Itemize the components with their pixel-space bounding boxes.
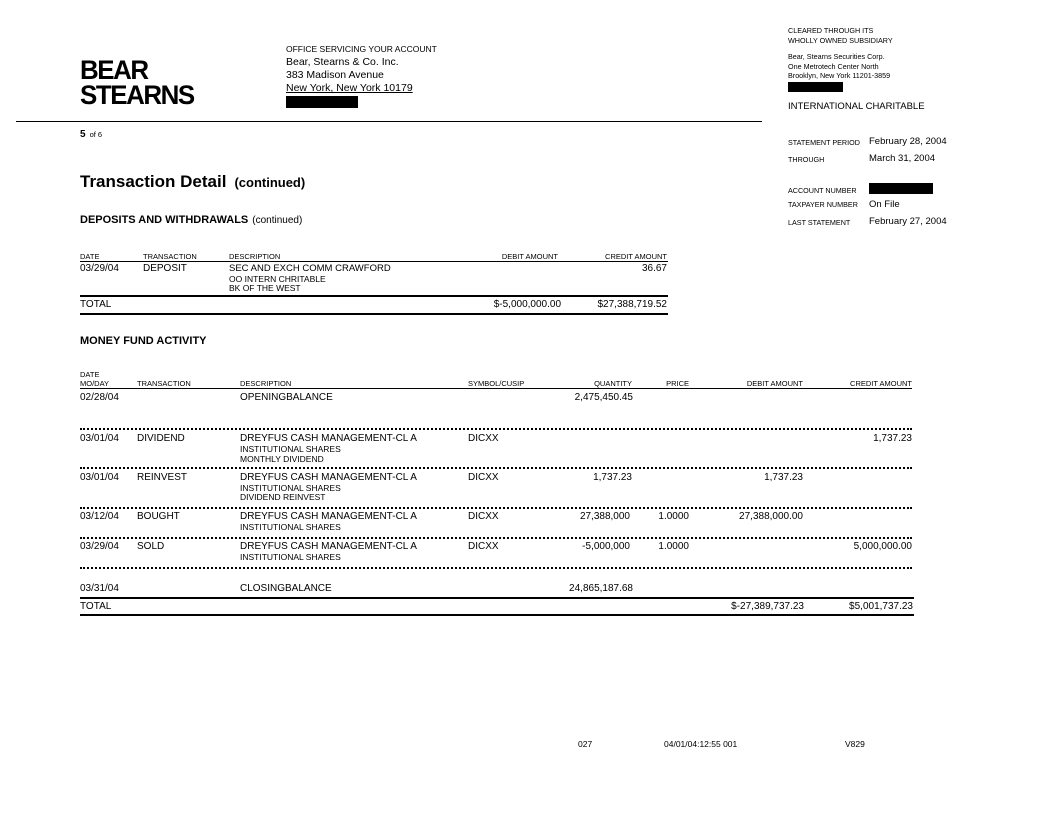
dep-row-transaction: DEPOSIT [143, 263, 187, 274]
dep-row-date: 03/29/04 [80, 263, 119, 274]
footer-code-1: 027 [578, 739, 593, 749]
mf-row-2-quantity: 1,737.23 [593, 472, 632, 483]
dep-total-credit: $27,388,719.52 [597, 299, 667, 310]
mf-col-description: DESCRIPTION [240, 379, 292, 388]
dep-row-credit: 36.67 [641, 263, 667, 274]
page-indicator [80, 129, 102, 140]
mf-total-bottom-rule [80, 614, 914, 616]
dep-col-description: DESCRIPTION [229, 252, 281, 261]
mf-row-2-date: 03/01/04 [80, 472, 119, 483]
mf-row-2-transaction: REINVEST [137, 472, 188, 483]
mf-header-rule [80, 388, 912, 389]
dep-total-top-rule [80, 295, 668, 297]
footer-timestamp: 04/01/04:12:55 001 [664, 739, 738, 749]
mf-separator [80, 467, 912, 469]
mf-closing-desc: CLOSINGBALANCE [240, 583, 332, 594]
money-fund-heading: MONEY FUND ACTIVITY [80, 335, 207, 347]
statement-period-value: February 28, 2004 [869, 136, 947, 147]
logo-line-2: STEARNS [80, 80, 194, 110]
mf-col-credit: CREDIT AMOUNT [850, 379, 912, 388]
last-statement-label: LAST STATEMENT [788, 218, 851, 227]
dep-row-desc-3: BK OF THE WEST [229, 283, 301, 293]
mf-col-quantity: QUANTITY [594, 379, 632, 388]
taxpayer-value: On File [869, 199, 900, 210]
clearing-line-4: One Metrotech Center North [788, 61, 879, 71]
dep-total-debit: $-5,000,000.00 [493, 299, 561, 310]
dep-row-desc-1: SEC AND EXCH COMM CRAWFORD [229, 263, 391, 274]
page-current: 5 [80, 129, 86, 140]
mf-col-date-1: DATE [80, 370, 100, 379]
last-statement-value: February 27, 2004 [869, 216, 947, 227]
header-rule [16, 121, 762, 122]
account-number-redaction [869, 183, 933, 194]
mf-col-transaction: TRANSACTION [137, 379, 191, 388]
deposits-heading [80, 214, 302, 226]
mf-row-1-date: 03/01/04 [80, 433, 119, 444]
office-line-1: Bear, Stearns & Co. Inc. [286, 56, 399, 68]
account-name: INTERNATIONAL CHARITABLE [788, 101, 925, 112]
dep-row-desc-2: OO INTERN CHRITABLE [229, 274, 326, 284]
page-title-sub: (continued) [234, 175, 306, 190]
mf-row-4-price: 1.0000 [658, 541, 689, 552]
mf-total-top-rule [80, 597, 914, 599]
mf-separator [80, 507, 912, 509]
office-heading: OFFICE SERVICING YOUR ACCOUNT [286, 44, 437, 54]
dep-total-bottom-rule [80, 313, 668, 315]
clearing-line-2: WHOLLY OWNED SUBSIDIARY [788, 35, 893, 45]
mf-total-debit: $-27,389,737.23 [731, 601, 804, 612]
mf-row-3-desc-2: INSTITUTIONAL SHARES [240, 522, 341, 532]
mf-separator [80, 567, 912, 569]
mf-row-1-credit: 1,737.23 [873, 433, 912, 444]
office-redaction [286, 96, 358, 108]
page-title [80, 172, 305, 192]
logo-line-1: BEAR [80, 55, 148, 85]
office-block [286, 43, 437, 112]
mf-closing-quantity: 24,865,187.68 [569, 583, 633, 594]
mf-row-2-desc-1: DREYFUS CASH MANAGEMENT-CL A [240, 472, 417, 483]
dep-header-rule [80, 261, 668, 262]
mf-closing-date: 03/31/04 [80, 583, 119, 594]
account-number-label: ACCOUNT NUMBER [788, 186, 857, 195]
dep-col-credit: CREDIT AMOUNT [605, 252, 667, 261]
taxpayer-label: TAXPAYER NUMBER [788, 200, 858, 209]
mf-total-credit: $5,001,737.23 [849, 601, 913, 612]
mf-col-symbol: SYMBOL/CUSIP [468, 379, 525, 388]
office-line-3: New York, New York 10179 [286, 82, 413, 94]
mf-col-date [80, 370, 109, 388]
mf-row-3-debit: 27,388,000.00 [739, 511, 803, 522]
mf-col-debit: DEBIT AMOUNT [746, 379, 803, 388]
mf-row-4-symbol: DICXX [468, 541, 499, 552]
mf-row-3-desc-1: DREYFUS CASH MANAGEMENT-CL A [240, 511, 417, 522]
deposits-heading-main: DEPOSITS AND WITHDRAWALS [80, 214, 249, 226]
mf-row-1-desc-2: INSTITUTIONAL SHARES [240, 444, 341, 454]
mf-separator [80, 537, 912, 539]
mf-row-4-transaction: SOLD [137, 541, 165, 552]
deposits-heading-sub: (continued) [252, 215, 303, 226]
mf-row-2-symbol: DICXX [468, 472, 499, 483]
dep-total-label: TOTAL [80, 299, 112, 310]
mf-col-date-2: MO/DAY [80, 379, 110, 388]
through-label: THROUGH [788, 155, 825, 164]
mf-row-3-transaction: BOUGHT [137, 511, 180, 522]
bear-stearns-logo [80, 55, 194, 110]
mf-row-2-desc-3: DIVIDEND REINVEST [240, 492, 326, 502]
clearing-heading [788, 26, 893, 45]
mf-row-1-desc-3: MONTHLY DIVIDEND [240, 454, 324, 464]
mf-total-label: TOTAL [80, 601, 112, 612]
mf-row-4-date: 03/29/04 [80, 541, 119, 552]
mf-row-3-quantity: 27,388,000 [579, 511, 630, 522]
mf-row-1-desc-1: DREYFUS CASH MANAGEMENT-CL A [240, 433, 417, 444]
dep-col-debit: DEBIT AMOUNT [501, 252, 558, 261]
mf-row-3-price: 1.0000 [658, 511, 689, 522]
dep-col-transaction: TRANSACTION [143, 252, 197, 261]
footer-code-2: V829 [845, 739, 865, 749]
mf-row-4-desc-2: INSTITUTIONAL SHARES [240, 552, 341, 562]
page-total: of 6 [89, 130, 103, 139]
mf-row-4-credit: 5,000,000.00 [853, 541, 912, 552]
mf-row-3-symbol: DICXX [468, 511, 499, 522]
mf-row-1-transaction: DIVIDEND [137, 433, 185, 444]
through-value: March 31, 2004 [869, 153, 936, 164]
clearing-line-3: Bear, Stearns Securities Corp. [788, 52, 885, 61]
statement-period-label: STATEMENT PERIOD [788, 138, 860, 147]
mf-row-3-date: 03/12/04 [80, 511, 119, 522]
page-title-main: Transaction Detail [80, 172, 227, 191]
mf-opening-date: 02/28/04 [80, 392, 119, 403]
mf-row-2-debit: 1,737.23 [764, 472, 803, 483]
clearing-line-1: CLEARED THROUGH ITS [788, 26, 874, 35]
clearing-redaction [788, 82, 843, 92]
clearing-line-5: Brooklyn, New York 11201-3859 [788, 71, 891, 80]
mf-opening-quantity: 2,475,450.45 [574, 392, 633, 403]
office-line-2: 383 Madison Avenue [286, 69, 384, 81]
clearing-address [788, 52, 890, 81]
mf-row-1-symbol: DICXX [468, 433, 499, 444]
mf-row-4-quantity: -5,000,000 [582, 541, 630, 552]
mf-opening-desc: OPENINGBALANCE [240, 392, 333, 403]
dep-col-date: DATE [80, 252, 100, 261]
mf-row-2-desc-2: INSTITUTIONAL SHARES [240, 483, 341, 493]
mf-separator [80, 428, 912, 430]
mf-col-price: PRICE [666, 379, 689, 388]
mf-row-4-desc-1: DREYFUS CASH MANAGEMENT-CL A [240, 541, 417, 552]
